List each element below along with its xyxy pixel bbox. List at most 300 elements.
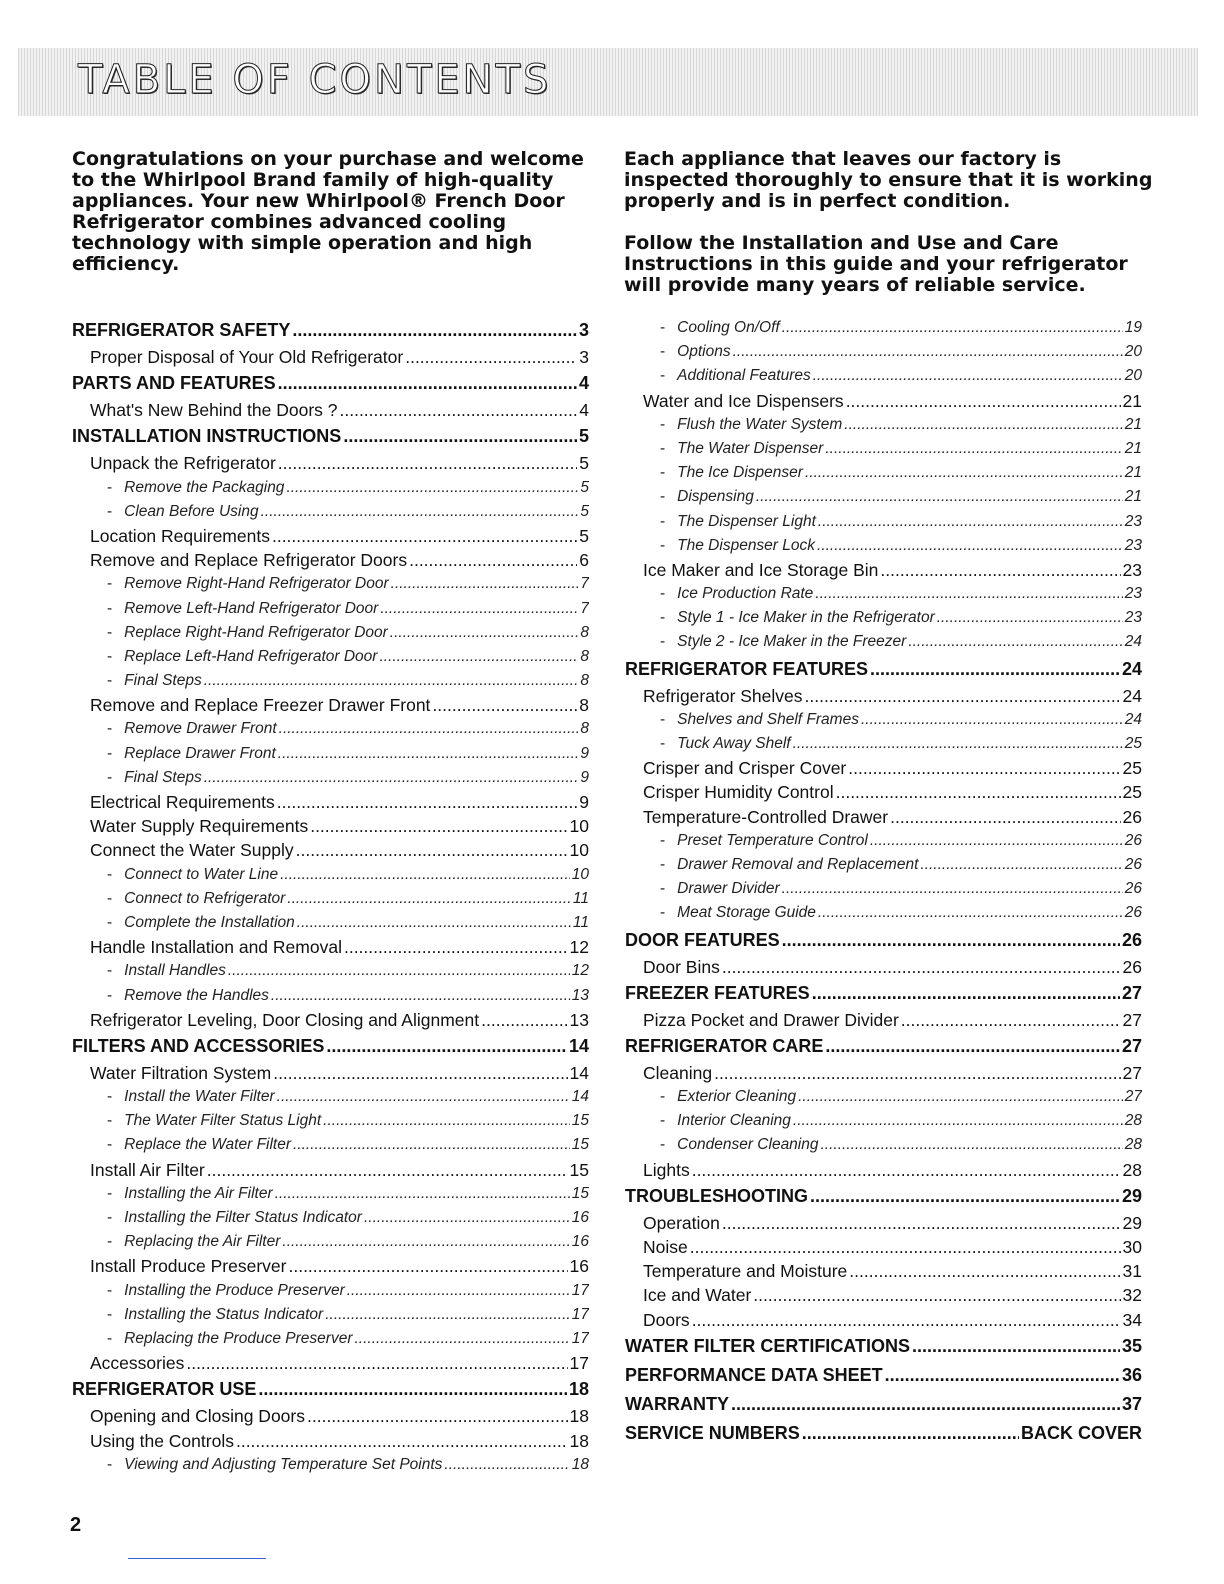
toc-label: SERVICE NUMBERS — [625, 1422, 800, 1443]
toc-leader — [798, 1085, 1123, 1109]
toc-leader — [282, 1230, 569, 1254]
toc-leader — [722, 955, 1121, 979]
toc-leader — [714, 1061, 1120, 1085]
toc-page: 26 — [1124, 855, 1142, 873]
toc-entry — [625, 805, 1142, 829]
toc-leader — [204, 669, 579, 693]
toc-subentry — [625, 606, 1142, 630]
toc-leader — [204, 766, 579, 790]
toc-leader — [846, 389, 1121, 413]
toc-label: Style 2 - Ice Maker in the Freezer — [677, 633, 907, 651]
toc-label: Options — [677, 343, 731, 361]
toc-dash: - — [660, 585, 666, 603]
toc-dash: - — [660, 512, 666, 530]
toc-page: 25 — [1122, 782, 1142, 803]
toc-leader — [813, 364, 1123, 388]
toc-leader — [278, 369, 577, 398]
toc-label: Complete the Installation — [124, 913, 295, 931]
toc-label: Remove and Replace Freezer Drawer Front — [90, 695, 431, 716]
toc-leader — [391, 572, 579, 596]
toc-label: PERFORMANCE DATA SHEET — [625, 1364, 883, 1385]
toc-leader — [186, 1351, 567, 1375]
toc-page: 23 — [1122, 559, 1142, 580]
toc-page: 37 — [1121, 1393, 1142, 1414]
toc-leader — [908, 630, 1122, 654]
toc-label: Handle Installation and Removal — [90, 937, 342, 958]
toc-leader — [825, 437, 1122, 461]
toc-label: Water Supply Requirements — [90, 816, 309, 837]
toc-page: 35 — [1121, 1335, 1142, 1356]
toc-page: 31 — [1122, 1261, 1142, 1282]
toc-label: Connect to Refrigerator — [124, 889, 286, 907]
toc-label: Replace Drawer Front — [124, 744, 276, 762]
toc-leader — [343, 422, 577, 451]
toc-page: 14 — [571, 1088, 589, 1106]
toc-label: Noise — [643, 1237, 688, 1257]
toc-page: 24 — [1122, 685, 1142, 706]
toc-dash: - — [660, 415, 666, 433]
toc-subentry — [72, 1230, 589, 1254]
toc-page: 27 — [1121, 982, 1142, 1003]
toc-subentry — [625, 582, 1142, 606]
toc-dash: - — [107, 768, 113, 786]
toc-label: Dispensing — [677, 488, 754, 506]
toc-entry — [625, 1235, 1142, 1259]
toc-subentry — [625, 1109, 1142, 1133]
toc-page: 3 — [578, 320, 589, 340]
toc-dash: - — [107, 1233, 113, 1251]
toc-page: 21 — [1124, 488, 1142, 506]
toc-page: 17 — [571, 1281, 589, 1299]
toc-label: What's New Behind the Doors ? — [90, 400, 338, 421]
toc-page: 18 — [569, 1430, 589, 1451]
toc-dash: - — [107, 478, 113, 496]
toc-label: Interior Cleaning — [677, 1112, 791, 1130]
toc-entry — [625, 1061, 1142, 1085]
toc-leader — [815, 582, 1122, 606]
toc-section — [625, 979, 1142, 1008]
toc-dash: - — [660, 1112, 666, 1130]
toc-entry — [72, 693, 589, 717]
toc-label: Tuck Away Shelf — [677, 735, 791, 752]
toc-leader — [286, 476, 578, 500]
toc-subentry — [625, 437, 1142, 461]
toc-label: Replace Left-Hand Refrigerator Door — [124, 647, 378, 665]
toc-page: 26 — [1124, 831, 1142, 849]
toc-page: 16 — [571, 1233, 589, 1251]
toc-dash: - — [660, 536, 666, 554]
toc-label: Remove Left-Hand Refrigerator Door — [124, 599, 379, 617]
toc-leader — [277, 1085, 570, 1109]
toc-page: 23 — [1124, 585, 1142, 603]
toc-leader — [344, 935, 568, 959]
toc-subentry — [72, 717, 589, 741]
toc-entry — [72, 838, 589, 862]
toc-leader — [347, 1279, 570, 1303]
toc-leader — [390, 621, 579, 645]
toc-section — [625, 1419, 1142, 1448]
toc-label: Remove Drawer Front — [124, 720, 277, 738]
toc-leader — [848, 756, 1120, 780]
toc-label: Flush the Water System — [677, 415, 843, 433]
toc-leader — [207, 1158, 568, 1182]
toc-label: FREEZER FEATURES — [625, 982, 810, 1003]
toc-page: 24 — [1124, 633, 1142, 651]
toc-leader — [901, 1008, 1121, 1032]
toc-page: 12 — [571, 962, 589, 980]
toc-leader — [444, 1453, 569, 1477]
toc-label: Installing the Filter Status Indicator — [124, 1209, 362, 1226]
toc-leader — [793, 1109, 1123, 1133]
toc-page: 9 — [579, 792, 589, 812]
toc-section — [625, 1032, 1142, 1061]
toc-page: 26 — [1122, 806, 1142, 827]
toc-page: 14 — [568, 1035, 589, 1056]
toc-dash: - — [107, 575, 113, 593]
toc-leader — [825, 1032, 1120, 1061]
toc-subentry — [72, 766, 589, 790]
toc-page: 26 — [1124, 880, 1142, 898]
toc-label: Proper Disposal of Your Old Refrigerator — [90, 347, 404, 367]
toc-leader — [793, 732, 1123, 756]
toc-subentry — [625, 534, 1142, 558]
toc-leader — [380, 597, 578, 621]
toc-label: Replacing the Air Filter — [124, 1233, 281, 1251]
toc-leader — [293, 1133, 570, 1157]
toc-leader — [307, 1404, 568, 1428]
toc-leader — [880, 558, 1120, 582]
toc-leader — [885, 1361, 1120, 1390]
toc-label: REFRIGERATOR SAFETY — [72, 320, 291, 340]
toc-entry — [72, 1061, 589, 1085]
toc-subentry — [625, 316, 1142, 340]
toc-label: Installing the Air Filter — [124, 1184, 273, 1202]
toc-entry — [72, 345, 589, 369]
toc-label: The Dispenser Lock — [677, 536, 816, 554]
toc-section — [72, 1375, 589, 1404]
toc-leader — [692, 1308, 1121, 1332]
toc-label: The Ice Dispenser — [677, 464, 803, 482]
toc-dash: - — [660, 904, 666, 922]
toc-subentry — [72, 1453, 589, 1477]
toc-subentry — [625, 829, 1142, 853]
toc-label: Using the Controls — [90, 1430, 234, 1451]
toc-page: 25 — [1122, 758, 1142, 779]
toc-leader — [836, 780, 1121, 804]
toc-entry — [625, 1211, 1142, 1235]
toc-dash: - — [660, 367, 666, 385]
toc-label: Remove the Packaging — [124, 478, 285, 496]
toc-subentry — [72, 1133, 589, 1157]
toc-right-column — [625, 316, 1142, 1448]
toc-label: Cooling On/Off — [677, 319, 780, 336]
toc-page: 26 — [1121, 929, 1142, 950]
toc-dash: - — [107, 647, 113, 665]
toc-section — [625, 926, 1142, 955]
toc-page: 4 — [578, 373, 589, 394]
toc-label: The Water Dispenser — [677, 439, 824, 457]
toc-label: Clean Before Using — [124, 502, 259, 520]
toc-dash: - — [107, 1281, 113, 1299]
toc-label: Ice Maker and Ice Storage Bin — [643, 559, 879, 580]
toc-page: 34 — [1122, 1309, 1142, 1330]
toc-page: 15 — [571, 1112, 589, 1130]
toc-leader — [912, 1332, 1120, 1361]
toc-page: 26 — [1122, 956, 1142, 977]
toc-label: Installing the Produce Preserver — [124, 1281, 345, 1299]
toc-label: Temperature-Controlled Drawer — [643, 806, 889, 827]
toc-subentry — [625, 510, 1142, 534]
toc-label: Water and Ice Dispensers — [643, 390, 844, 411]
toc-leader — [782, 316, 1123, 340]
toc-leader — [236, 1429, 568, 1453]
toc-page: 11 — [572, 889, 589, 907]
toc-page: 24 — [1124, 710, 1142, 728]
toc-entry — [625, 780, 1142, 804]
toc-subentry — [72, 1085, 589, 1109]
toc-leader — [812, 979, 1120, 1008]
intro-welcome: Congratulations on your purchase and welcome to the Whirlpool Brand family of high-quality appliances. Your new Whirlpool® French Door Refrigerator combines advanced cooling technology with simple operation and high efficiency. — [72, 148, 584, 275]
toc-dash: - — [107, 1455, 113, 1473]
toc-dash: - — [107, 1184, 113, 1202]
toc-subentry — [625, 708, 1142, 732]
toc-page: 27 — [1124, 1088, 1142, 1106]
toc-label: Drawer Removal and Replacement — [677, 855, 919, 873]
toc-dash: - — [660, 633, 666, 651]
toc-entry — [625, 1259, 1142, 1283]
toc-label: Crisper and Crisper Cover — [643, 758, 847, 779]
toc-leader — [258, 1375, 567, 1404]
toc-page: 27 — [1121, 1035, 1142, 1056]
toc-leader — [275, 1182, 570, 1206]
toc-dash: - — [107, 913, 113, 931]
toc-label: REFRIGERATOR CARE — [625, 1035, 824, 1056]
toc-page: 21 — [1122, 390, 1142, 411]
toc-page: 23 — [1124, 536, 1142, 554]
toc-label: Install Produce Preserver — [90, 1256, 287, 1277]
toc-subentry — [625, 485, 1142, 509]
toc-leader — [279, 717, 579, 741]
toc-dash: - — [107, 1305, 113, 1323]
title-banner — [18, 48, 1198, 116]
toc-dash: - — [107, 672, 113, 690]
toc-subentry — [72, 1182, 589, 1206]
toc-dash: - — [660, 319, 666, 336]
toc-entry — [72, 790, 589, 814]
toc-dash: - — [660, 831, 666, 849]
toc-label: Style 1 - Ice Maker in the Refrigerator — [677, 609, 935, 627]
toc-page: 27 — [1122, 1062, 1142, 1083]
toc-page: 16 — [569, 1256, 589, 1277]
toc-leader — [280, 863, 570, 887]
toc-leader — [690, 1235, 1121, 1259]
toc-entry — [72, 1404, 589, 1428]
toc-label: Replace the Water Filter — [124, 1136, 292, 1154]
toc-page: 8 — [580, 720, 589, 738]
toc-entry — [72, 1158, 589, 1182]
toc-page: 5 — [579, 453, 589, 474]
toc-label: REFRIGERATOR FEATURES — [625, 658, 869, 679]
toc-label: DOOR FEATURES — [625, 929, 780, 950]
toc-dash: - — [107, 865, 113, 883]
footer-rule — [128, 1558, 266, 1559]
toc-page: 10 — [571, 865, 589, 883]
toc-page: 12 — [569, 937, 589, 958]
toc-leader — [756, 485, 1123, 509]
toc-label: Refrigerator Leveling, Door Closing and Alignment — [90, 1009, 480, 1030]
toc-page: 28 — [1124, 1112, 1142, 1130]
toc-subentry — [625, 732, 1142, 756]
toc-label: Door Bins — [643, 956, 720, 977]
toc-page: 27 — [1122, 1009, 1142, 1030]
toc-label: The Dispenser Light — [677, 512, 816, 530]
toc-label: Install Air Filter — [90, 1159, 205, 1180]
toc-leader — [805, 684, 1121, 708]
toc-subentry — [72, 476, 589, 500]
toc-page: 17 — [571, 1329, 589, 1347]
toc-label: Opening and Closing Doors — [90, 1406, 305, 1427]
toc-section — [625, 1332, 1142, 1361]
toc-entry — [72, 548, 589, 572]
toc-page: 5 — [580, 478, 589, 496]
toc-leader — [355, 1327, 570, 1351]
toc-leader — [325, 1303, 570, 1327]
toc-page: 9 — [580, 768, 589, 786]
toc-entry — [72, 1351, 589, 1375]
toc-leader — [692, 1158, 1121, 1182]
toc-entry — [625, 1308, 1142, 1332]
toc-page: 8 — [579, 695, 589, 716]
toc-entry — [72, 524, 589, 548]
toc-label: Install the Water Filter — [124, 1088, 275, 1106]
toc-leader — [782, 926, 1120, 955]
toc-entry — [625, 955, 1142, 979]
toc-section — [72, 316, 589, 345]
toc-page: 13 — [571, 986, 589, 1004]
toc-label: Temperature and Moisture — [643, 1261, 848, 1282]
toc-label: Cleaning — [643, 1062, 713, 1083]
toc-page: 11 — [572, 913, 589, 931]
page-number: 2 — [70, 1514, 82, 1536]
toc-leader — [805, 461, 1123, 485]
toc-label: Final Steps — [124, 768, 202, 786]
toc-page: 30 — [1122, 1237, 1142, 1257]
toc-dash: - — [660, 1088, 666, 1106]
toc-page: 10 — [569, 816, 589, 837]
toc-subentry — [625, 364, 1142, 388]
toc-page: 17 — [571, 1305, 589, 1323]
toc-entry — [625, 756, 1142, 780]
toc-page: 5 — [579, 525, 589, 546]
toc-leader — [753, 1283, 1120, 1307]
toc-leader — [802, 1419, 1019, 1448]
toc-label: Install Handles — [124, 962, 226, 980]
toc-page: 5 — [580, 502, 589, 520]
toc-label: REFRIGERATOR USE — [72, 1379, 257, 1400]
toc-label: Final Steps — [124, 672, 202, 690]
toc-label: Exterior Cleaning — [677, 1088, 797, 1106]
toc-label: Meat Storage Guide — [677, 904, 816, 922]
toc-subentry — [72, 1303, 589, 1327]
toc-label: Replacing the Produce Preserver — [124, 1329, 353, 1347]
toc-dash: - — [660, 710, 666, 728]
toc-leader — [364, 1206, 570, 1230]
toc-entry — [72, 451, 589, 475]
toc-dash: - — [107, 1112, 113, 1130]
toc-leader — [296, 838, 568, 862]
toc-label: Installing the Status Indicator — [124, 1305, 324, 1323]
toc-entry — [625, 684, 1142, 708]
toc-page: 5 — [578, 426, 589, 447]
toc-label: Accessories — [90, 1353, 185, 1374]
toc-label: INSTALLATION INSTRUCTIONS — [72, 426, 342, 447]
toc-leader — [272, 524, 577, 548]
toc-page: 21 — [1124, 439, 1142, 457]
toc-page: 36 — [1121, 1364, 1142, 1385]
toc-leader — [432, 693, 577, 717]
toc-section — [625, 655, 1142, 684]
toc-leader — [861, 708, 1123, 732]
toc-label: Viewing and Adjusting Temperature Set Points — [124, 1455, 443, 1473]
toc-page: 21 — [1124, 464, 1142, 482]
toc-dash: - — [107, 1209, 113, 1226]
intro-inspection: Each appliance that leaves our factory is inspected thoroughly to ensure that it is working properly and is in perfect condition. — [624, 148, 1153, 212]
toc-page: 3 — [579, 347, 589, 367]
toc-label: Replace Right-Hand Refrigerator Door — [124, 623, 388, 641]
toc-label: Ice and Water — [643, 1285, 752, 1306]
toc-page: 26 — [1124, 904, 1142, 922]
toc-page: 18 — [568, 1379, 589, 1400]
toc-leader — [310, 814, 567, 838]
toc-page: 19 — [1124, 319, 1142, 336]
toc-dash: - — [660, 855, 666, 873]
toc-label: Water Filtration System — [90, 1062, 272, 1083]
toc-entry — [72, 814, 589, 838]
toc-subentry — [625, 901, 1142, 925]
toc-subentry — [625, 413, 1142, 437]
toc-subentry — [625, 853, 1142, 877]
toc-leader — [326, 1032, 567, 1061]
toc-label: Refrigerator Shelves — [643, 685, 803, 706]
toc-page: 28 — [1122, 1159, 1142, 1180]
toc-page: 8 — [580, 623, 589, 641]
toc-subentry — [72, 887, 589, 911]
toc-page: 15 — [571, 1136, 589, 1154]
toc-subentry — [72, 597, 589, 621]
toc-label: Preset Temperature Control — [677, 831, 868, 849]
toc-leader — [937, 606, 1123, 630]
toc-label: Operation — [643, 1212, 720, 1233]
toc-subentry — [72, 500, 589, 524]
toc-page: 9 — [580, 744, 589, 762]
toc-page: 20 — [1124, 343, 1142, 361]
toc-leader — [278, 451, 577, 475]
toc-leader — [278, 742, 579, 766]
toc-subentry — [72, 959, 589, 983]
toc-label: WARRANTY — [625, 1393, 729, 1414]
toc-leader — [297, 911, 571, 935]
toc-leader — [890, 805, 1120, 829]
toc-dash: - — [660, 609, 666, 627]
toc-entry — [625, 1283, 1142, 1307]
toc-page: 21 — [1124, 415, 1142, 433]
toc-leader — [870, 655, 1120, 684]
toc-leader — [277, 790, 577, 814]
toc-subentry — [72, 1279, 589, 1303]
toc-dash: - — [107, 744, 113, 762]
toc-subentry — [72, 742, 589, 766]
toc-leader — [920, 853, 1122, 877]
